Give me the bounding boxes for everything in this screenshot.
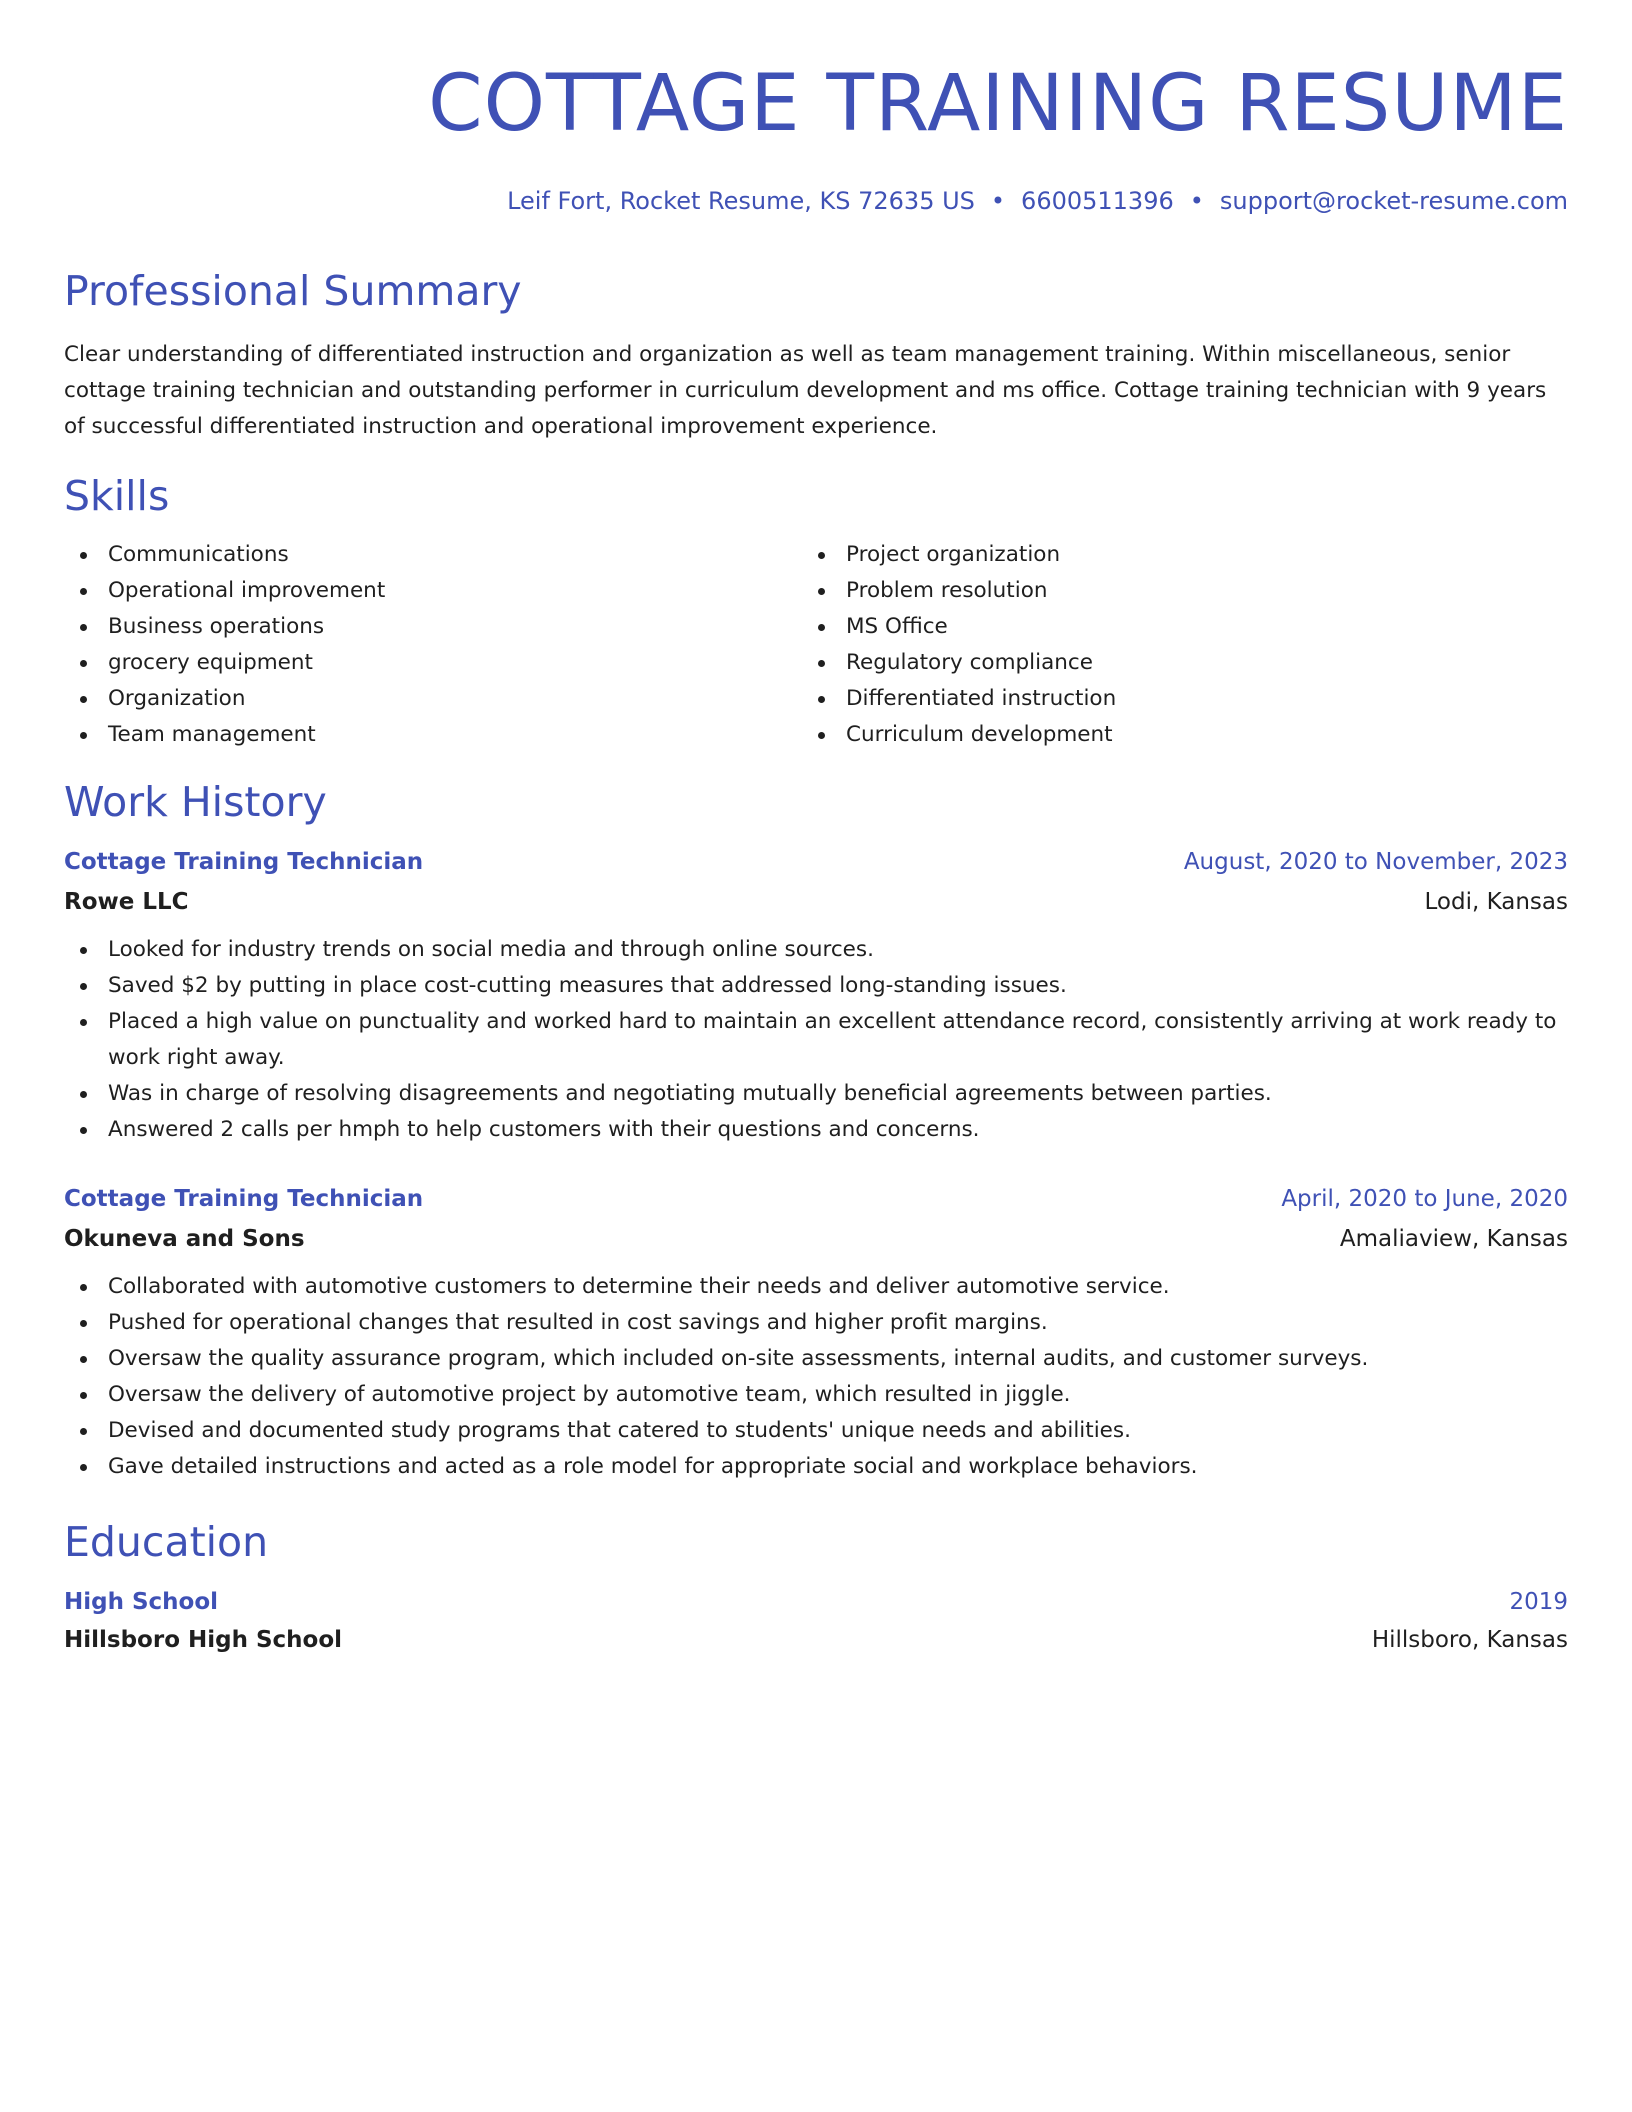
skills-columns <box>64 537 1568 753</box>
skills-section <box>64 471 1568 753</box>
education-location: Hillsboro, Kansas <box>1371 1627 1568 1653</box>
job-location: Amaliaview, Kansas <box>1339 1226 1568 1252</box>
skill-item: Operational improvement <box>64 573 802 609</box>
contact-line <box>64 186 1568 216</box>
skill-item: Differentiated instruction <box>802 681 1540 717</box>
job-bullet: Answered 2 calls per hmph to help customers with their questions and concerns. <box>64 1112 1568 1148</box>
job-title: Cottage Training Technician <box>64 849 424 875</box>
education-year: 2019 <box>1509 1589 1568 1615</box>
job-bullet: Oversaw the delivery of automotive project by automotive team, which resulted in jiggle. <box>64 1377 1568 1413</box>
skills-list-right <box>802 537 1540 753</box>
skill-item: Problem resolution <box>802 573 1540 609</box>
skill-item: Curriculum development <box>802 717 1540 753</box>
contact-separator: • <box>990 187 1006 215</box>
job-bullet: Was in charge of resolving disagreements and negotiating mutually beneficial agreements between parties. <box>64 1076 1568 1112</box>
job-bullet: Placed a high value on punctuality and worked hard to maintain an excellent attendance record, consistently arriving at work ready to work right away. <box>64 1004 1568 1076</box>
contact-separator: • <box>1189 187 1204 215</box>
job-entry <box>64 847 1568 1148</box>
skill-item: Organization <box>64 681 802 717</box>
section-title-skills: Skills <box>64 472 170 520</box>
job-subheader <box>64 1224 1568 1254</box>
job-company: Rowe LLC <box>64 889 189 915</box>
job-company: Okuneva and Sons <box>64 1226 305 1252</box>
education-section <box>64 1517 1568 1655</box>
professional-summary-section <box>64 266 1568 445</box>
resume-title: COTTAGE TRAINING RESUME <box>428 59 1568 149</box>
contact-email[interactable]: support@rocket-resume.com <box>1219 187 1568 215</box>
contact-phone: 6600511396 <box>1021 187 1174 215</box>
job-header <box>64 847 1568 877</box>
job-bullet: Devised and documented study programs that catered to students' unique needs and abilities. <box>64 1413 1568 1449</box>
job-subheader <box>64 887 1568 917</box>
job-bullets <box>64 932 1568 1148</box>
skill-item: MS Office <box>802 609 1540 645</box>
skill-item: Business operations <box>64 609 802 645</box>
job-header <box>64 1184 1568 1214</box>
education-degree: High School <box>64 1589 219 1615</box>
section-title-work-history: Work History <box>64 778 327 826</box>
contact-address: Leif Fort, Rocket Resume, KS 72635 US <box>507 187 975 215</box>
skill-item: Project organization <box>802 537 1540 573</box>
skill-item: Regulatory compliance <box>802 645 1540 681</box>
skill-item: Team management <box>64 717 802 753</box>
job-dates: April, 2020 to June, 2020 <box>1281 1186 1568 1212</box>
job-bullet: Oversaw the quality assurance program, which included on-site assessments, internal audits, and customer surveys. <box>64 1341 1568 1377</box>
job-bullet: Collaborated with automotive customers to determine their needs and deliver automotive service. <box>64 1269 1568 1305</box>
skills-list-left <box>64 537 802 753</box>
job-bullet: Gave detailed instructions and acted as a role model for appropriate social and workplace behaviors. <box>64 1449 1568 1485</box>
education-entry <box>64 1587 1568 1655</box>
education-school: Hillsboro High School <box>64 1627 343 1653</box>
job-title: Cottage Training Technician <box>64 1186 424 1212</box>
job-bullet: Looked for industry trends on social media and through online sources. <box>64 932 1568 968</box>
education-subheader <box>64 1625 1568 1655</box>
summary-text: Clear understanding of differentiated instruction and organization as well as team management training. Within miscellaneous, senior cottage training technician and outstanding performer in curriculum development and ms office. Cottage training technician with 9 years of successful differentiated instruction and operational improvement experience. <box>64 342 1547 439</box>
skill-item: Communications <box>64 537 802 573</box>
job-bullet: Saved $2 by putting in place cost-cutting measures that addressed long-standing issues. <box>64 968 1568 1004</box>
section-title-summary: Professional Summary <box>64 267 522 315</box>
section-title-education: Education <box>64 1518 269 1566</box>
job-entry <box>64 1184 1568 1485</box>
job-dates: August, 2020 to November, 2023 <box>1183 849 1568 875</box>
skill-item: grocery equipment <box>64 645 802 681</box>
education-header <box>64 1587 1568 1617</box>
job-bullets <box>64 1269 1568 1485</box>
work-history-section <box>64 777 1568 1485</box>
job-bullet: Pushed for operational changes that resulted in cost savings and higher profit margins. <box>64 1305 1568 1341</box>
job-location: Lodi, Kansas <box>1424 889 1568 915</box>
resume-header <box>64 56 1568 216</box>
